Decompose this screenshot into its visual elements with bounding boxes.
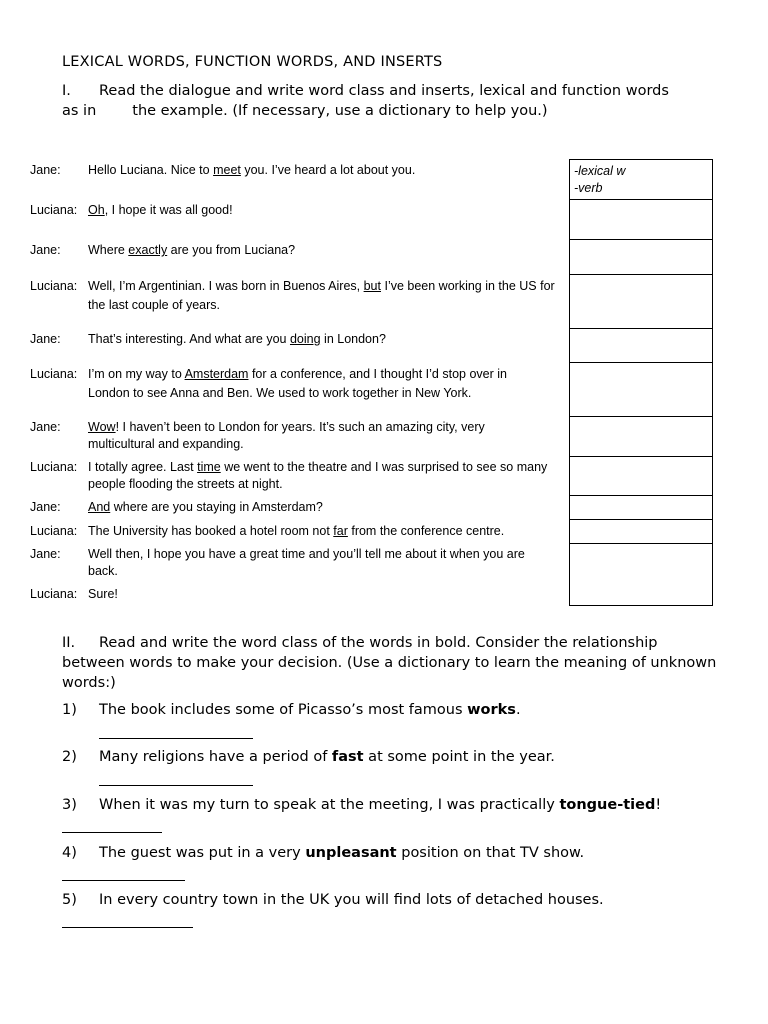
speaker: Luciana: [30, 587, 78, 601]
target-word: Wow [88, 420, 116, 434]
question-4: 4) The guest was put in a very unpleasant position on that TV show. [62, 845, 585, 861]
speaker: Luciana: [30, 203, 78, 217]
speaker: Luciana: [30, 460, 78, 474]
target-word: meet [213, 163, 241, 177]
utterance: I totally agree. Last time we went to the theatre and I was surprised to see so many people flooding the streets at night. [88, 460, 548, 491]
answer-cell[interactable] [570, 456, 712, 457]
target-word: Amsterdam [184, 367, 249, 381]
utterance: The University has booked a hotel room not far from the conference centre. [88, 524, 505, 538]
speaker: Jane: [30, 500, 61, 514]
bold-word: fast [331, 749, 364, 765]
question-3: 3) When it was my turn to speak at the meeting, I was practically tongue-tied! [62, 797, 662, 813]
section-2-number: II. [62, 635, 76, 651]
target-word: Oh [88, 203, 105, 217]
answer-cell[interactable] [570, 416, 712, 417]
speaker: Jane: [30, 163, 61, 177]
utterance: Well, I’m Argentinian. I was born in Buenos Aires, but I’ve been working in the US for the last couple of years. [88, 279, 555, 312]
bold-word: tongue-tied [559, 797, 656, 813]
section-2-instructions [62, 633, 722, 693]
speaker: Jane: [30, 332, 61, 346]
question-1: 1) The book includes some of Picasso’s most famous works. [62, 702, 521, 718]
speaker: Jane: [30, 243, 61, 257]
target-word: doing [289, 332, 321, 346]
section-1-line1: Read the dialogue and write word class and inserts, lexical and function words [99, 83, 669, 99]
question-2: 2) Many religions have a period of fast at some point in the year. [62, 749, 555, 765]
answer-cell[interactable] [570, 543, 712, 544]
section-1-line2b: the example. (If necessary, use a dictionary to help you.) [132, 103, 548, 119]
answer-blank[interactable] [99, 738, 253, 739]
target-word: time [197, 460, 221, 474]
answer-blank[interactable] [62, 927, 193, 928]
utterance: I’m on my way to Amsterdam for a conference, and I thought I’d stop over in London to see Anna and Ben. We used to work together in New York. [88, 367, 507, 400]
answer-cell[interactable] [570, 239, 712, 240]
utterance: Wow! I haven’t been to London for years. It’s such an amazing city, very multicultural and expanding. [88, 420, 485, 451]
target-word: exactly [128, 243, 168, 257]
answer-example: -lexical w -verb [574, 164, 626, 195]
utterance: And where are you staying in Amsterdam? [88, 500, 323, 514]
bold-word: unpleasant [305, 845, 397, 861]
answer-cell[interactable] [570, 328, 712, 329]
section-1-number: I. [62, 83, 71, 99]
utterance: Well then, I hope you have a great time and you’ll tell me about it when you are back. [88, 547, 525, 578]
speaker: Luciana: [30, 524, 78, 538]
answer-blank[interactable] [62, 832, 162, 833]
utterance: Sure! [88, 587, 118, 601]
utterance: That’s interesting. And what are you doing in London? [88, 332, 386, 346]
utterance: Oh, I hope it was all good! [88, 203, 233, 217]
answer-cell[interactable] [570, 362, 712, 363]
worksheet-title: LEXICAL WORDS, FUNCTION WORDS, AND INSERTS [62, 54, 443, 70]
section-2-text: Read and write the word class of the words in bold. Consider the relationship between words to make your decision. (Use a dictionary to learn the meaning of unknown words:) [62, 635, 717, 691]
answer-blank[interactable] [62, 880, 185, 881]
answer-cell[interactable] [570, 495, 712, 496]
speaker: Luciana: [30, 367, 78, 381]
utterance: Where exactly are you from Luciana? [88, 243, 296, 257]
answer-cell[interactable] [570, 199, 712, 200]
answer-cell[interactable] [570, 519, 712, 520]
target-word: but [363, 279, 381, 293]
answer-table [569, 159, 713, 606]
speaker: Jane: [30, 547, 61, 561]
speaker: Luciana: [30, 279, 78, 293]
answer-blank[interactable] [99, 785, 253, 786]
section-1-line2a: as in [62, 103, 97, 119]
utterance: Hello Luciana. Nice to meet you. I’ve heard a lot about you. [88, 163, 416, 177]
target-word: far [333, 524, 348, 538]
section-1-instructions [62, 81, 722, 121]
speaker: Jane: [30, 420, 61, 434]
answer-cell[interactable] [570, 274, 712, 275]
target-word: And [88, 500, 111, 514]
bold-word: works [467, 702, 516, 718]
question-5: 5) In every country town in the UK you will find lots of detached houses. [62, 892, 604, 908]
